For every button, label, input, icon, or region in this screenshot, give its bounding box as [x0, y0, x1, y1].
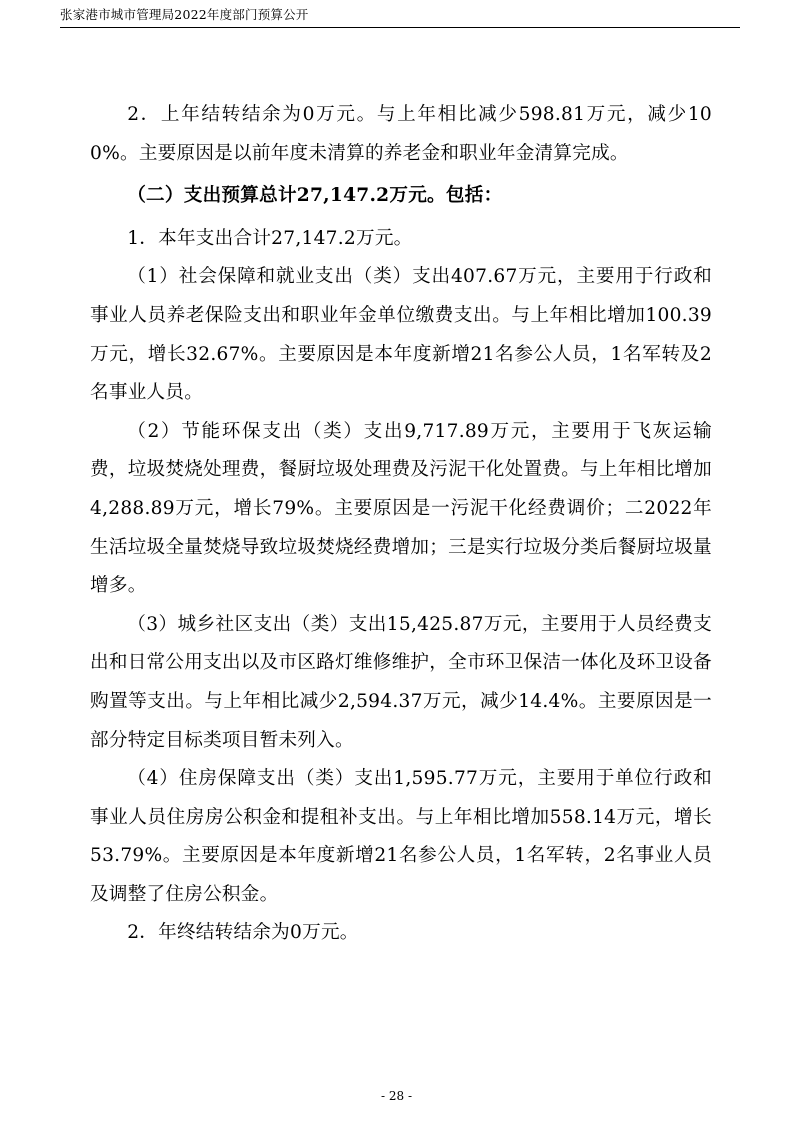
- section-heading-expenditure-budget: （二）支出预算总计27,147.2万元。包括：: [127, 185, 503, 207]
- paragraph-year-end-balance: 2．年终结转结余为0万元。: [127, 922, 359, 944]
- paragraph-housing-security: （4）住房保障支出（类）支出1,595.77万元，主要用于单位行政和事业人员住房房公积金和提租补支出。与上年相比增加558.14万元，增长53.79%。主要原因是本年度新增21名参公人员，1名军转，2名事业人员及调整了住房公积金。: [90, 768, 712, 905]
- running-header: 张家港市城市管理局2022年度部门预算公开: [60, 7, 309, 22]
- paragraph-urban-rural-community: （3）城乡社区支出（类）支出15,425.87万元，主要用于人员经费支出和日常公用支出以及市区路灯维修维护，全市环卫保洁一体化及环卫设备购置等支出。与上年相比减少2,594.37万元，减少14.4%。主要原因是一部分特定目标类项目暂未列入。: [90, 613, 712, 751]
- header-divider: [60, 27, 740, 28]
- document-body: [90, 96, 712, 953]
- paragraph-carryover-balance: 2．上年结转结余为0万元。与上年相比减少598.81万元，减少100%。主要原因是以前年度未清算的养老金和职业年金清算完成。: [90, 104, 712, 164]
- paragraph-environmental-protection: （2）节能环保支出（类）支出9,717.89万元，主要用于飞灰运输费，垃圾焚烧处理费，餐厨垃圾处理费及污泥干化处置费。与上年相比增加4,288.89万元，增长79%。主要原因是一污泥干化经费调价；二2022年生活垃圾全量焚烧导致垃圾焚烧经费增加；三是实行垃圾分类后餐厨垃圾量增多。: [90, 420, 712, 597]
- paragraph-total-expenditure: 1．本年支出合计27,147.2万元。: [127, 227, 413, 249]
- page-number: - 28 -: [380, 1089, 412, 1103]
- paragraph-social-security: （1）社会保障和就业支出（类）支出407.67万元，主要用于行政和事业人员养老保险支出和职业年金单位缴费支出。与上年相比增加100.39万元，增长32.67%。主要原因是本年度新增21名参公人员，1名军转及2名事业人员。: [90, 266, 712, 404]
